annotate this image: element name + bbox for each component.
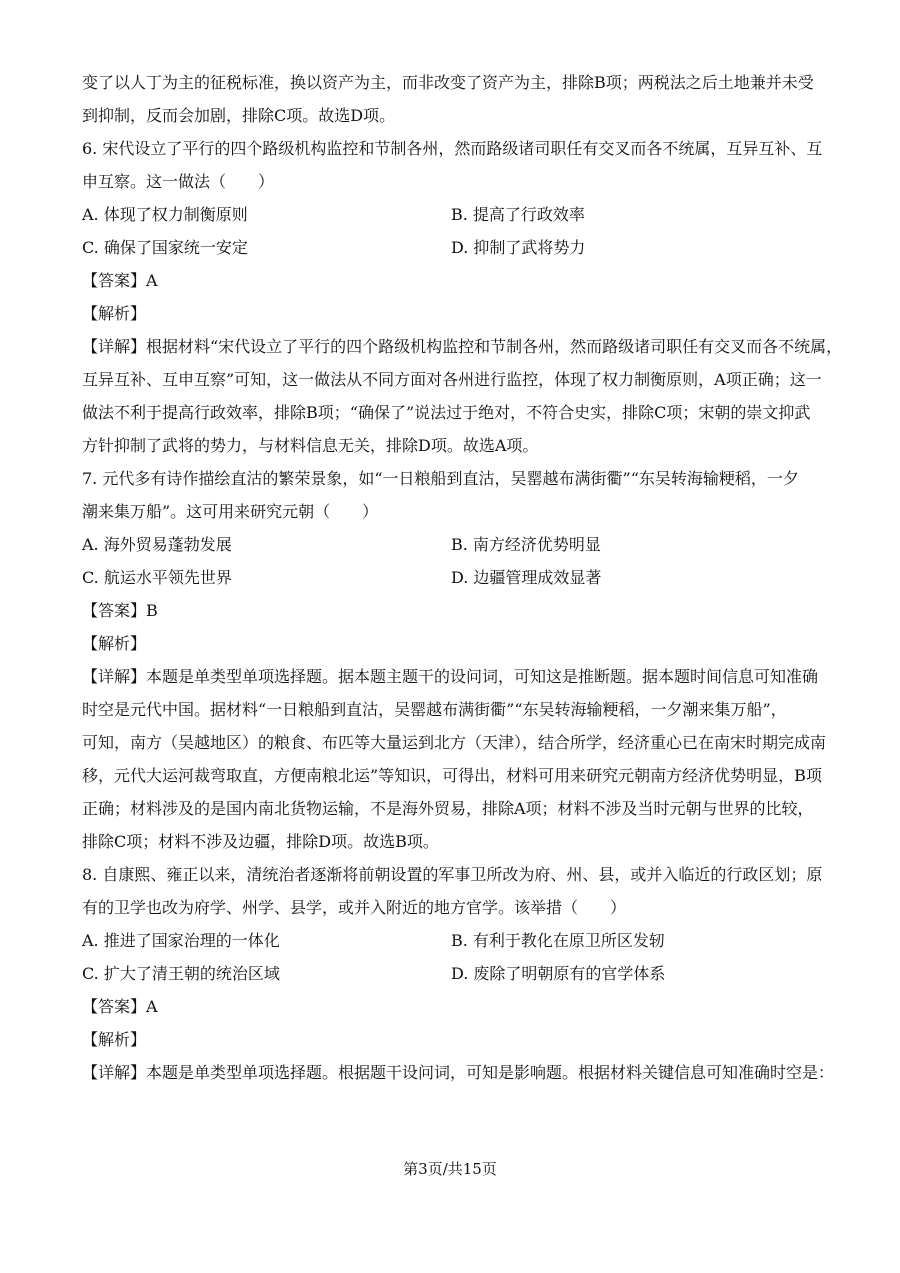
option-b: B. 南方经济优势明显 bbox=[451, 535, 601, 554]
text-line: 正确；材料涉及的是国内南北货物运输，不是海外贸易，排除A项；材料不涉及当时元朝与世界的比较， bbox=[82, 799, 814, 818]
text-line: 【详解】本题是单类型单项选择题。根据题干设问词，可知是影响题。根据材料关键信息可知准确时空是： bbox=[82, 1063, 835, 1082]
text-line: 排除C项；材料不涉及边疆，排除D项。故选B项。 bbox=[82, 832, 439, 851]
option-d: D. 抑制了武将势力 bbox=[451, 238, 586, 257]
document-body bbox=[82, 66, 843, 1089]
analysis-label: 【解析】 bbox=[82, 634, 147, 653]
question-7-options bbox=[82, 528, 822, 594]
option-c: C. 确保了国家统一安定 bbox=[82, 238, 248, 257]
text-line: 方针抑制了武将的势力，与材料信息无关，排除D项。故选A项。 bbox=[82, 436, 539, 455]
text-line: 变了以人丁为主的征税标准，换以资产为主，而非改变了资产为主，排除B项；两税法之后土地兼并未受 bbox=[82, 73, 814, 92]
text-line: 有的卫学也改为府学、州学、县学，或并入附近的地方官学。该举措（ ） bbox=[82, 898, 627, 917]
answer-label: 【答案】A bbox=[82, 271, 158, 290]
text-line: 【详解】本题是单类型单项选择题。据本题主题干的设问词，可知这是推断题。据本题时间信息可知准确 bbox=[82, 667, 819, 686]
text-line: 可知，南方（吴越地区）的粮食、布匹等大量运到北方（天津），结合所学，经济重心已在南宋时期完成南 bbox=[82, 733, 827, 752]
text-line: 7. 元代多有诗作描绘直沽的繁荣景象，如“一日粮船到直沽，吴罂越布满街衢”“东吴转海输粳稻，一夕 bbox=[82, 469, 799, 488]
analysis-label: 【解析】 bbox=[82, 304, 147, 323]
question-6-detail bbox=[82, 330, 843, 462]
question-6-options bbox=[82, 198, 822, 264]
text-line: 8. 自康熙、雍正以来，清统治者逐渐将前朝设置的军事卫所改为府、州、县，或并入临近的行政区划；原 bbox=[82, 865, 823, 884]
option-a: A. 体现了权力制衡原则 bbox=[82, 205, 248, 224]
option-c: C. 扩大了清王朝的统治区域 bbox=[82, 964, 280, 983]
answer-label: 【答案】A bbox=[82, 997, 158, 1016]
text-line: 到抑制，反而会加剧，排除C项。故选D项。 bbox=[82, 106, 396, 125]
question-8-options bbox=[82, 924, 822, 990]
question-7-detail bbox=[82, 660, 827, 858]
text-line: 做法不利于提高行政效率，排除B项；“确保了”说法过于绝对，不符合史实，排除C项；宋朝的崇文抑武 bbox=[82, 403, 811, 422]
carryover-paragraph bbox=[82, 66, 822, 132]
text-line: 互异互补、互申互察”可知，这一做法从不同方面对各州进行监控，体现了权力制衡原则，A项正确；这一 bbox=[82, 370, 822, 389]
text-line: 移，元代大运河裁弯取直，方便南粮北运”等知识，可得出，材料可用来研究元朝南方经济优势明显，B项 bbox=[82, 766, 822, 785]
answer-label: 【答案】B bbox=[82, 601, 158, 620]
option-d: D. 废除了明朝原有的官学体系 bbox=[451, 964, 666, 983]
option-a: A. 推进了国家治理的一体化 bbox=[82, 931, 280, 950]
option-d: D. 边疆管理成效显著 bbox=[451, 568, 602, 587]
option-a: A. 海外贸易蓬勃发展 bbox=[82, 535, 232, 554]
text-line: 【详解】根据材料“宋代设立了平行的四个路级机构监控和节制各州，然而路级诸司职任有交叉而各不统属， bbox=[82, 337, 843, 356]
question-6-stem bbox=[82, 132, 822, 198]
option-c: C. 航运水平领先世界 bbox=[82, 568, 232, 587]
question-8-detail bbox=[82, 1056, 835, 1089]
option-b: B. 有利于教化在原卫所区发轫 bbox=[451, 931, 665, 950]
text-line: 6. 宋代设立了平行的四个路级机构监控和节制各州，然而路级诸司职任有交叉而各不统属，互异互补、互 bbox=[82, 139, 823, 158]
question-7-stem bbox=[82, 462, 822, 528]
text-line: 时空是元代中国。据材料“一日粮船到直沽，吴罂越布满街衢”“东吴转海输粳稻，一夕潮来集万船”， bbox=[82, 700, 787, 719]
question-8-stem bbox=[82, 858, 822, 924]
text-line: 申互察。这一做法（ ） bbox=[82, 172, 275, 191]
option-b: B. 提高了行政效率 bbox=[451, 205, 585, 224]
analysis-label: 【解析】 bbox=[82, 1030, 147, 1049]
text-line: 潮来集万船”。这可用来研究元朝（ ） bbox=[82, 502, 379, 521]
page-number-footer: 第3页/共15页 bbox=[403, 1160, 497, 1178]
